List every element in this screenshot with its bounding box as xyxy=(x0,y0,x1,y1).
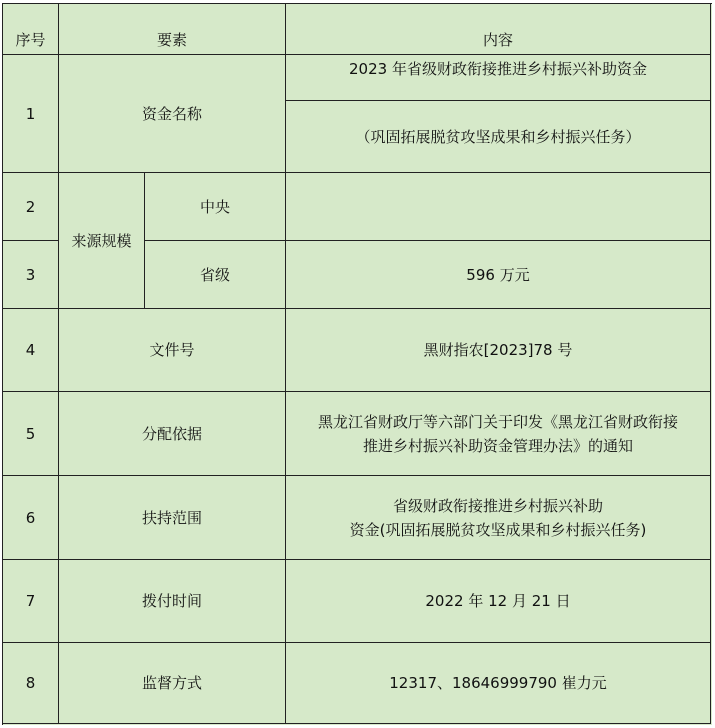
header-content: 内容 xyxy=(286,4,711,55)
row-3-content: 596 万元 xyxy=(286,241,711,309)
row-5-no: 5 xyxy=(3,392,59,476)
row-4-no: 4 xyxy=(3,309,59,392)
row-6-content: 省级财政衔接推进乡村振兴补助 资金(巩固拓展脱贫攻坚成果和乡村振兴任务) xyxy=(286,476,711,560)
row-4-content: 黑财指农[2023]78 号 xyxy=(286,309,711,392)
row-3-no: 3 xyxy=(3,241,59,309)
row-5-content: 黑龙江省财政厅等六部门关于印发《黑龙江省财政衔接 推进乡村振兴补助资金管理办法》的通知 xyxy=(286,392,711,476)
row-7-no: 7 xyxy=(3,560,59,643)
row-2-sub-label: 中央 xyxy=(145,173,286,241)
row-4-label: 文件号 xyxy=(59,309,286,392)
row-6-label: 扶持范围 xyxy=(59,476,286,560)
source-scale-label: 来源规模 xyxy=(59,173,145,309)
header-element: 要素 xyxy=(59,4,286,55)
row-1-label: 资金名称 xyxy=(59,55,286,173)
row-1-content-bottom: （巩固拓展脱贫攻坚成果和乡村振兴任务） xyxy=(286,101,711,173)
row-7-label: 拨付时间 xyxy=(59,560,286,643)
row-8-content: 12317、18646999790 崔力元 xyxy=(286,643,711,724)
fund-info-table xyxy=(2,3,712,725)
row-2-no: 2 xyxy=(3,173,59,241)
row-1-content-top: 2023 年省级财政衔接推进乡村振兴补助资金 xyxy=(286,55,711,101)
row-7-content: 2022 年 12 月 21 日 xyxy=(286,560,711,643)
header-no: 序号 xyxy=(3,4,59,55)
row-5-label: 分配依据 xyxy=(59,392,286,476)
row-2-content xyxy=(286,173,711,241)
row-6-no: 6 xyxy=(3,476,59,560)
row-8-no: 8 xyxy=(3,643,59,724)
row-1-no: 1 xyxy=(3,55,59,173)
row-3-sub-label: 省级 xyxy=(145,241,286,309)
row-8-label: 监督方式 xyxy=(59,643,286,724)
